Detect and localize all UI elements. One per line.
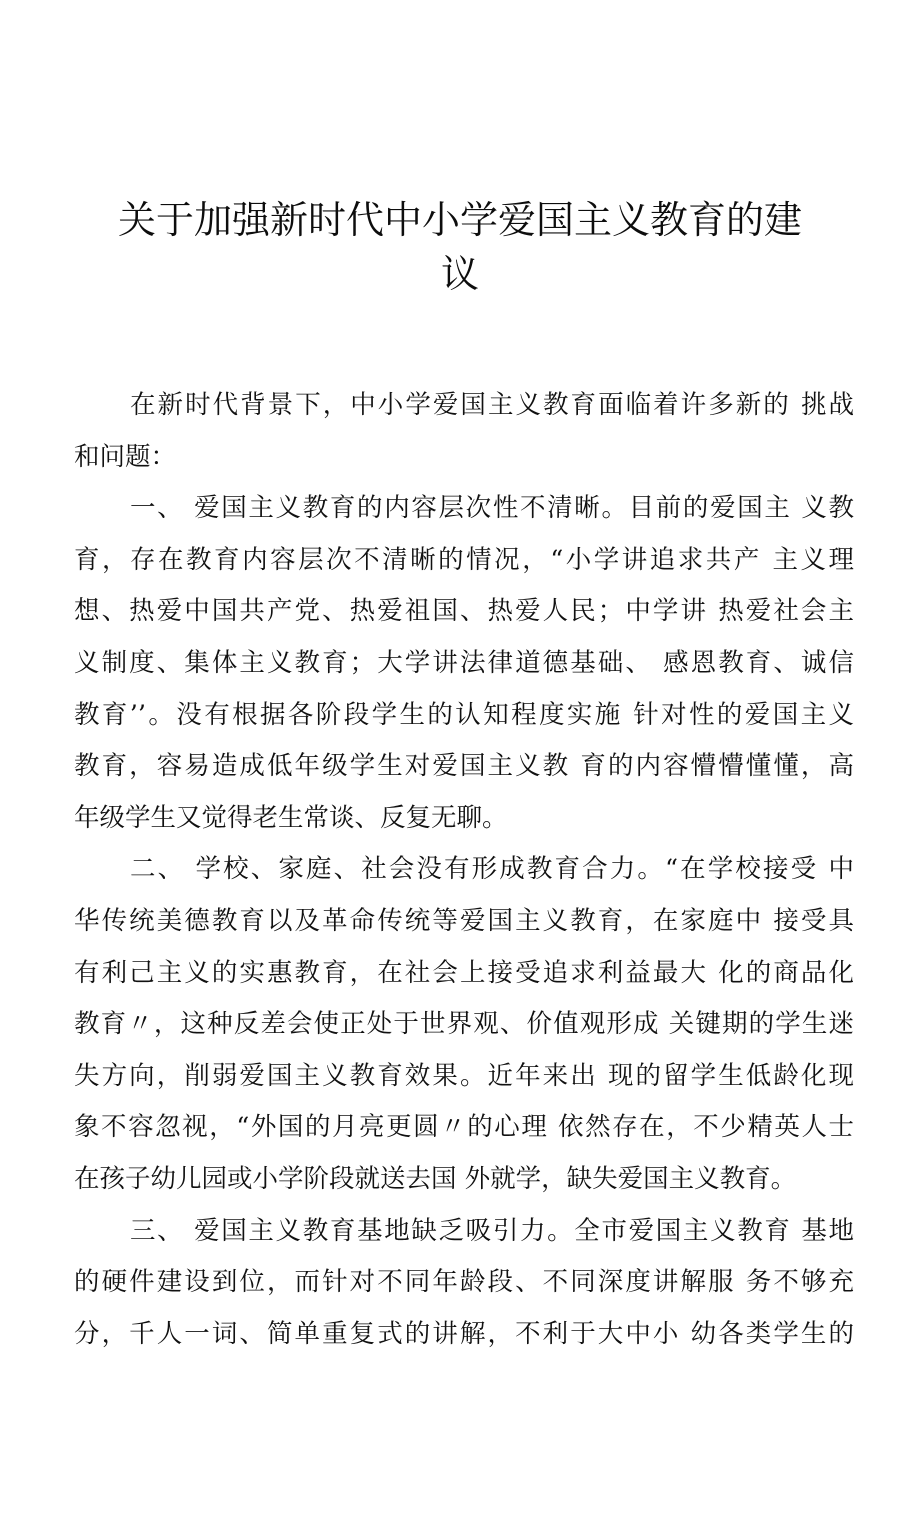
title-line: 关于加强新时代中小学爱国主义教育的建 <box>117 198 802 243</box>
document-body <box>74 380 854 1360</box>
paragraph-intro <box>74 380 854 483</box>
text-line: 的硬件建设到位，而针对不同年龄段、不同深度讲解服 务不够充 <box>74 1267 854 1298</box>
paragraph-point-1 <box>74 483 854 844</box>
text-line: 三、 爱国主义教育基地缺乏吸引力。全市爱国主义教育 基地 <box>130 1215 854 1246</box>
paragraph-point-2 <box>74 844 854 1205</box>
text-line: 失方向，削弱爱国主义教育效果。近年来出 现的留学生低龄化现 <box>74 1060 854 1091</box>
text-line: 育，存在教育内容层次不清晰的情况，“小学讲追求共产 主义理 <box>74 544 854 575</box>
text-line: 想、热爱中国共产党、热爱祖国、热爱人民；中学讲 热爱社会主 <box>74 596 854 627</box>
text-line: 教育’’。没有根据各阶段学生的认知程度实施 针对性的爱国主义 <box>74 699 854 730</box>
text-line: 华传统美德教育以及革命传统等爱国主义教育，在家庭中 接受具 <box>74 905 854 936</box>
text-line: 教育，容易造成低年级学生对爱国主义教 育的内容懵懵懂懂，高 <box>74 751 854 782</box>
paragraph-point-3 <box>74 1206 854 1361</box>
text-line: 一、 爱国主义教育的内容层次性不清晰。目前的爱国主 义教 <box>130 493 854 524</box>
text-line: 在孩子幼儿园或小学阶段就送去国 外就学，缺失爱国主义教育。 <box>74 1163 797 1194</box>
title-line: 议 <box>440 252 479 297</box>
text-line: 和问题： <box>74 441 177 472</box>
text-line: 义制度、集体主义教育；大学讲法律道德基础、 感恩教育、诚信 <box>74 647 854 678</box>
text-line: 二、 学校、家庭、社会没有形成教育合力。“在学校接受 中 <box>130 854 854 885</box>
text-line: 分，千人一词、简单重复式的讲解，不利于大中小 幼各类学生的 <box>74 1318 854 1349</box>
text-line: 象不容忽视，“外国的月亮更圆〃的心理 依然存在，不少精英人士 <box>74 1112 854 1143</box>
text-line: 有利己主义的实惠教育，在社会上接受追求利益最大 化的商品化 <box>74 957 854 988</box>
text-line: 年级学生又觉得老生常谈、反复无聊。 <box>74 802 508 833</box>
document-title <box>0 193 920 301</box>
text-line: 在新时代背景下，中小学爱国主义教育面临着许多新的 挑战 <box>130 390 854 420</box>
text-line: 教育〃，这种反差会使正处于世界观、价值观形成 关键期的学生迷 <box>74 1009 854 1040</box>
